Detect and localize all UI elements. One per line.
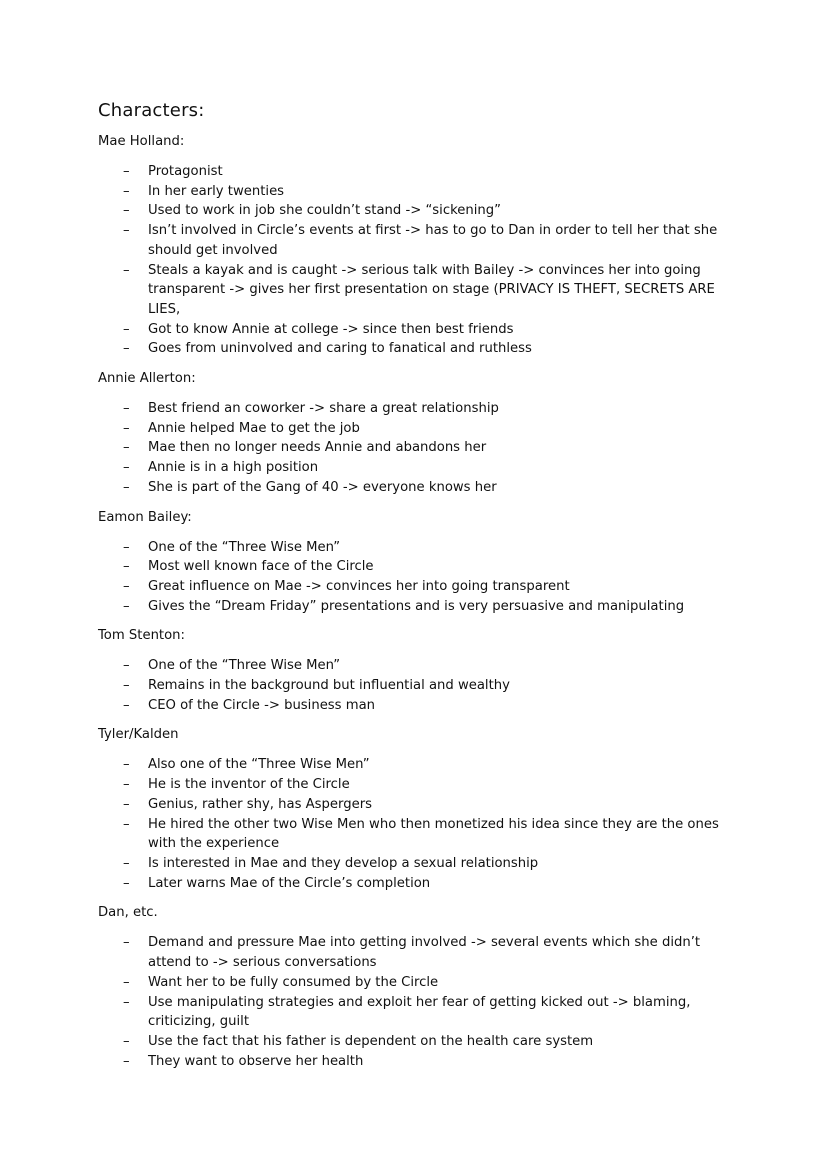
document-page	[98, 98, 738, 1081]
list-item	[98, 1032, 738, 1052]
list-item	[98, 1052, 738, 1072]
list-item-text: Remains in the background but influential and wealthy	[148, 678, 510, 694]
dash-bullet-icon: –	[123, 539, 130, 555]
list-item-text: Use the fact that his father is dependent on the health care system	[148, 1033, 594, 1049]
list-item-text: He hired the other two Wise Men who then monetized his idea since they are the ones with the experience	[148, 816, 719, 852]
bullet-list	[98, 162, 738, 359]
list-item-text: Got to know Annie at college -> since then best friends	[148, 321, 514, 337]
dash-bullet-icon: –	[123, 164, 130, 179]
list-item-text: Gives the “Dream Friday” presentations and is very persuasive and manipulating	[148, 598, 685, 614]
list-item-text: He is the inventor of the Circle	[148, 777, 350, 793]
list-item-text: She is part of the Gang of 40 -> everyone knows her	[148, 479, 497, 495]
bullet-list	[98, 755, 738, 893]
list-item	[98, 933, 738, 972]
list-item	[98, 419, 738, 439]
list-item	[98, 597, 738, 617]
dash-bullet-icon: –	[123, 479, 130, 495]
dash-bullet-icon: –	[123, 559, 130, 575]
list-item	[98, 874, 738, 894]
dash-bullet-icon: –	[123, 935, 130, 951]
dash-bullet-icon: –	[123, 440, 130, 456]
dash-bullet-icon: –	[123, 658, 130, 674]
list-item-text: Annie is in a high position	[148, 460, 319, 476]
list-item	[98, 320, 738, 340]
list-item	[98, 854, 738, 874]
bullet-list	[98, 656, 738, 715]
list-item	[98, 339, 738, 359]
list-item-text: Use manipulating strategies and exploit her fear of getting kicked out -> blaming, criticizing, guilt	[148, 994, 691, 1030]
list-item	[98, 755, 738, 775]
dash-bullet-icon: –	[123, 1053, 130, 1069]
character-section	[98, 903, 738, 1071]
list-item	[98, 201, 738, 221]
character-name: Tyler/Kalden	[98, 727, 179, 743]
list-item-text: Demand and pressure Mae into getting involved -> several events which she didn’t attend to -> serious conversations	[148, 935, 701, 971]
dash-bullet-icon: –	[123, 994, 130, 1010]
list-item	[98, 676, 738, 696]
list-item-text: Annie helped Mae to get the job	[148, 420, 360, 436]
dash-bullet-icon: –	[123, 420, 130, 436]
bullet-list	[98, 538, 738, 617]
list-item	[98, 478, 738, 498]
list-item	[98, 656, 738, 676]
list-item-text: Mae then no longer needs Annie and abandons her	[148, 440, 487, 456]
list-item	[98, 973, 738, 993]
list-item	[98, 815, 738, 854]
dash-bullet-icon: –	[123, 697, 130, 713]
dash-bullet-icon: –	[123, 757, 130, 773]
character-section	[98, 626, 738, 715]
dash-bullet-icon: –	[123, 1033, 130, 1049]
bullet-list	[98, 933, 738, 1071]
list-item-text: Want her to be fully consumed by the Circle	[148, 974, 439, 990]
dash-bullet-icon: –	[123, 855, 130, 871]
list-item-text: In her early twenties	[148, 183, 285, 199]
list-item	[98, 577, 738, 597]
dash-bullet-icon: –	[123, 321, 130, 337]
dash-bullet-icon: –	[123, 341, 130, 357]
list-item-text: Great influence on Mae -> convinces her into going transparent	[148, 578, 570, 594]
dash-bullet-icon: –	[123, 460, 130, 476]
list-item-text: Genius, rather shy, has Aspergers	[148, 796, 372, 812]
list-item	[98, 162, 738, 182]
dash-bullet-icon: –	[123, 974, 130, 990]
list-item-text: One of the “Three Wise Men”	[148, 539, 341, 555]
list-item-text: One of the “Three Wise Men”	[148, 658, 341, 674]
list-item-text: Steals a kayak and is caught -> serious talk with Bailey -> convinces her into going transparent -> gives her first presentation on stage (PRIVACY IS THEFT, SECRETS ARE LIES,	[148, 262, 715, 317]
list-item-text: They want to observe her health	[148, 1053, 364, 1069]
dash-bullet-icon: –	[123, 203, 130, 219]
dash-bullet-icon: –	[123, 183, 130, 199]
list-item	[98, 538, 738, 558]
dash-bullet-icon: –	[123, 598, 130, 614]
list-item-text: Most well known face of the Circle	[148, 559, 374, 575]
list-item	[98, 182, 738, 202]
list-item-text: Goes from uninvolved and caring to fanatical and ruthless	[148, 341, 532, 357]
list-item	[98, 993, 738, 1032]
list-item-text: CEO of the Circle -> business man	[148, 697, 376, 713]
list-item-text: Used to work in job she couldn’t stand -> “sickening”	[148, 203, 501, 219]
list-item-text: Isn’t involved in Circle’s events at first -> has to go to Dan in order to tell her that she should get involved	[148, 223, 718, 258]
bullet-list	[98, 399, 738, 498]
list-item	[98, 399, 738, 419]
dash-bullet-icon: –	[123, 262, 130, 278]
dash-bullet-icon: –	[123, 223, 130, 239]
list-item-text: Also one of the “Three Wise Men”	[148, 757, 370, 773]
character-section	[98, 725, 738, 893]
list-item	[98, 795, 738, 815]
dash-bullet-icon: –	[123, 816, 130, 832]
dash-bullet-icon: –	[123, 401, 130, 417]
list-item-text: Best friend an coworker -> share a great relationship	[148, 401, 499, 417]
character-section	[98, 369, 738, 498]
list-item	[98, 775, 738, 795]
character-section	[98, 132, 738, 359]
dash-bullet-icon: –	[123, 875, 130, 891]
dash-bullet-icon: –	[123, 777, 130, 793]
page-title: Characters:	[98, 100, 205, 121]
list-item-text: Protagonist	[148, 164, 223, 179]
character-name: Dan, etc.	[98, 905, 158, 921]
list-item	[98, 261, 738, 320]
character-list	[98, 132, 738, 1071]
dash-bullet-icon: –	[123, 678, 130, 694]
list-item	[98, 458, 738, 478]
character-name: Tom Stenton:	[98, 628, 185, 644]
list-item	[98, 557, 738, 577]
list-item-text: Later warns Mae of the Circle’s completion	[148, 875, 431, 891]
list-item	[98, 438, 738, 458]
list-item-text: Is interested in Mae and they develop a sexual relationship	[148, 855, 539, 871]
character-name: Annie Allerton:	[98, 371, 196, 387]
list-item	[98, 696, 738, 716]
character-name: Eamon Bailey:	[98, 509, 192, 525]
character-section	[98, 508, 738, 617]
dash-bullet-icon: –	[123, 796, 130, 812]
list-item	[98, 221, 738, 260]
character-name: Mae Holland:	[98, 134, 185, 149]
dash-bullet-icon: –	[123, 578, 130, 594]
